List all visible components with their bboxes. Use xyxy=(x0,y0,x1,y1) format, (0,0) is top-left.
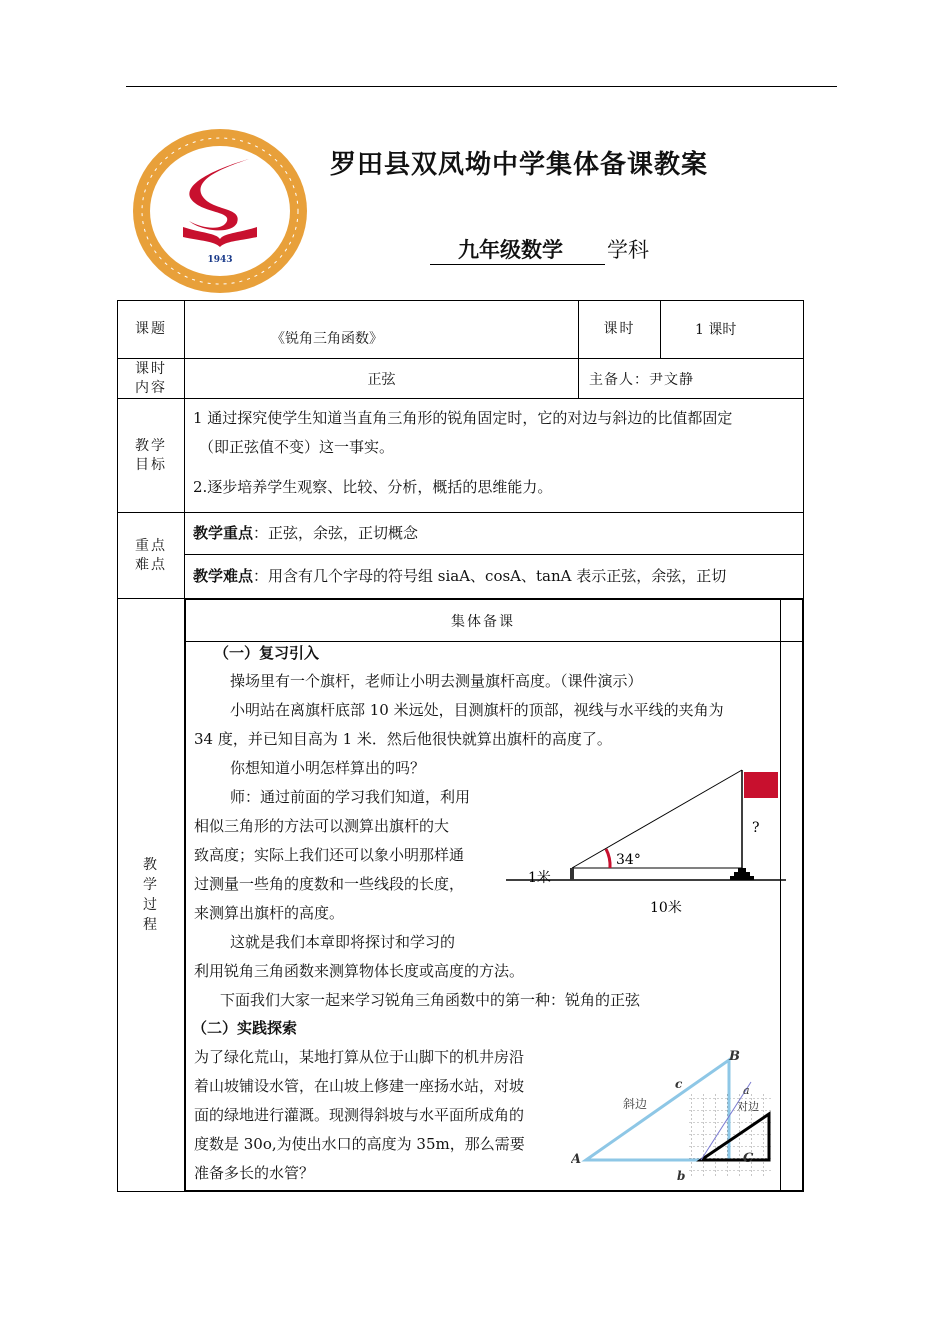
unknown-label: ? xyxy=(752,820,760,836)
flagpole-figure xyxy=(496,760,786,920)
label-A: A xyxy=(571,1152,582,1167)
goal-cell xyxy=(185,399,804,513)
label-C: C xyxy=(743,1151,754,1166)
flag xyxy=(744,772,778,798)
angle-arc xyxy=(606,849,610,868)
section-2-title: （二）实践探索 xyxy=(192,1019,298,1037)
goal-1b: （即正弦值不变）这一事实。 xyxy=(199,437,395,456)
period-label: 课时 xyxy=(579,301,661,359)
difficulty-text: ：用含有几个字母的符号组 siaA、cosA、tanA 表示正弦，余弦，正切 xyxy=(253,567,727,586)
line-4e: 来测算出旗杆的高度。 xyxy=(194,904,345,922)
seal-year: 1943 xyxy=(207,255,233,265)
section-1-title: （一）复习引入 xyxy=(214,644,320,662)
goal-2: 2.逐步培养学生观察、比较、分析，概括的思维能力。 xyxy=(193,478,553,496)
page-title: 罗田县双凤坳中学集体备课教案 xyxy=(330,150,709,180)
process-inner-table xyxy=(185,599,803,1191)
difficulty-label: 教学难点 xyxy=(193,567,254,586)
school-seal-logo xyxy=(131,127,309,295)
key-point-label: 教学重点 xyxy=(193,524,254,543)
goal-1a: 1 通过探究使学生知道当直角三角形的锐角固定时，它的对边与斜边的比值都固定 xyxy=(193,409,733,427)
line-7b: 着山坡铺设水管，在山坡上修建一座扬水站，对坡 xyxy=(194,1077,525,1095)
grid-area xyxy=(689,1094,773,1178)
preparer: 主备人：尹文静 xyxy=(589,371,694,388)
line-5a: 这就是我们本章即将探讨和学习的 xyxy=(230,933,456,951)
subject-suffix: 学科 xyxy=(607,238,649,262)
line-7e: 准备多长的水管？ xyxy=(194,1164,315,1182)
line-1: 操场里有一个旗杆，老师让小明去测量旗杆高度。（课件演示） xyxy=(230,672,643,690)
label-a: a xyxy=(743,1084,750,1097)
sightline-hypotenuse xyxy=(572,770,742,868)
key-label: 重点难点 xyxy=(118,513,185,599)
person-icon xyxy=(570,868,574,880)
angle-label: 34° xyxy=(616,852,641,868)
subject-line xyxy=(430,234,649,265)
line-2b: 34 度，并已知目高为 1 米．然后他很快就算出旗杆的高度了。 xyxy=(194,730,612,748)
line-4c: 致高度；实际上我们还可以象小明那样通 xyxy=(194,846,465,864)
header-rule xyxy=(126,86,837,87)
label-c: c xyxy=(675,1077,683,1091)
topic-label: 课题 xyxy=(118,301,185,359)
eye-height-label: 1米 xyxy=(528,870,551,886)
period-value-cell xyxy=(661,301,804,359)
topic-value: 《锐角三角函数》 xyxy=(271,330,383,347)
content-value: 正弦 xyxy=(185,359,579,399)
line-7a: 为了绿化荒山，某地打算从位于山脚下的机井房沿 xyxy=(194,1048,525,1066)
opposite-label: 对边 xyxy=(737,1100,759,1113)
topic-value-cell xyxy=(185,301,579,359)
line-4b: 相似三角形的方法可以测算出旗杆的大 xyxy=(194,817,450,835)
line-2a: 小明站在离旗杆底部 10 米远处，目测旗杆的顶部，视线与水平线的夹角为 xyxy=(230,701,724,719)
process-body xyxy=(186,642,781,1191)
period-value: 1 课时 xyxy=(695,321,737,338)
lesson-plan-table xyxy=(117,300,804,1192)
key-point-text: ：正弦，余弦，正切概念 xyxy=(253,524,419,543)
label-b: b xyxy=(677,1169,686,1183)
hypotenuse-label: 斜边 xyxy=(623,1097,648,1111)
preparer-cell xyxy=(579,359,804,399)
collective-label: 集体备课 xyxy=(186,600,781,642)
label-B: B xyxy=(729,1049,740,1064)
subject-name: 九年级数学 xyxy=(430,234,605,265)
goal-label: 教学目标 xyxy=(118,399,185,513)
line-7d: 度数是 30o,为使出水口的高度为 35m，那么需要 xyxy=(194,1135,525,1153)
line-3: 你想知道小明怎样算出的吗？ xyxy=(230,759,426,777)
line-4d: 过测量一些角的度数和一些线段的长度， xyxy=(194,875,465,893)
line-4a: 师：通过前面的学习我们知道，利用 xyxy=(230,788,471,806)
line-7c: 面的绿地进行灌溉。现测得斜坡与水平面所成角的 xyxy=(194,1106,525,1124)
content-label: 课时内容 xyxy=(118,359,185,399)
difficulty-cell xyxy=(185,555,804,599)
line-6: 下面我们大家一起来学习锐角三角函数中的第一种：锐角的正弦 xyxy=(220,991,641,1009)
process-label: 教学过程 xyxy=(118,599,185,1192)
process-cell xyxy=(185,599,804,1192)
key-point-cell xyxy=(185,513,804,555)
distance-label: 10米 xyxy=(650,900,682,916)
line-5b: 利用锐角三角函数来测算物体长度或高度的方法。 xyxy=(194,962,525,980)
slope-figure xyxy=(571,1038,791,1188)
flagpole-base xyxy=(730,876,754,880)
